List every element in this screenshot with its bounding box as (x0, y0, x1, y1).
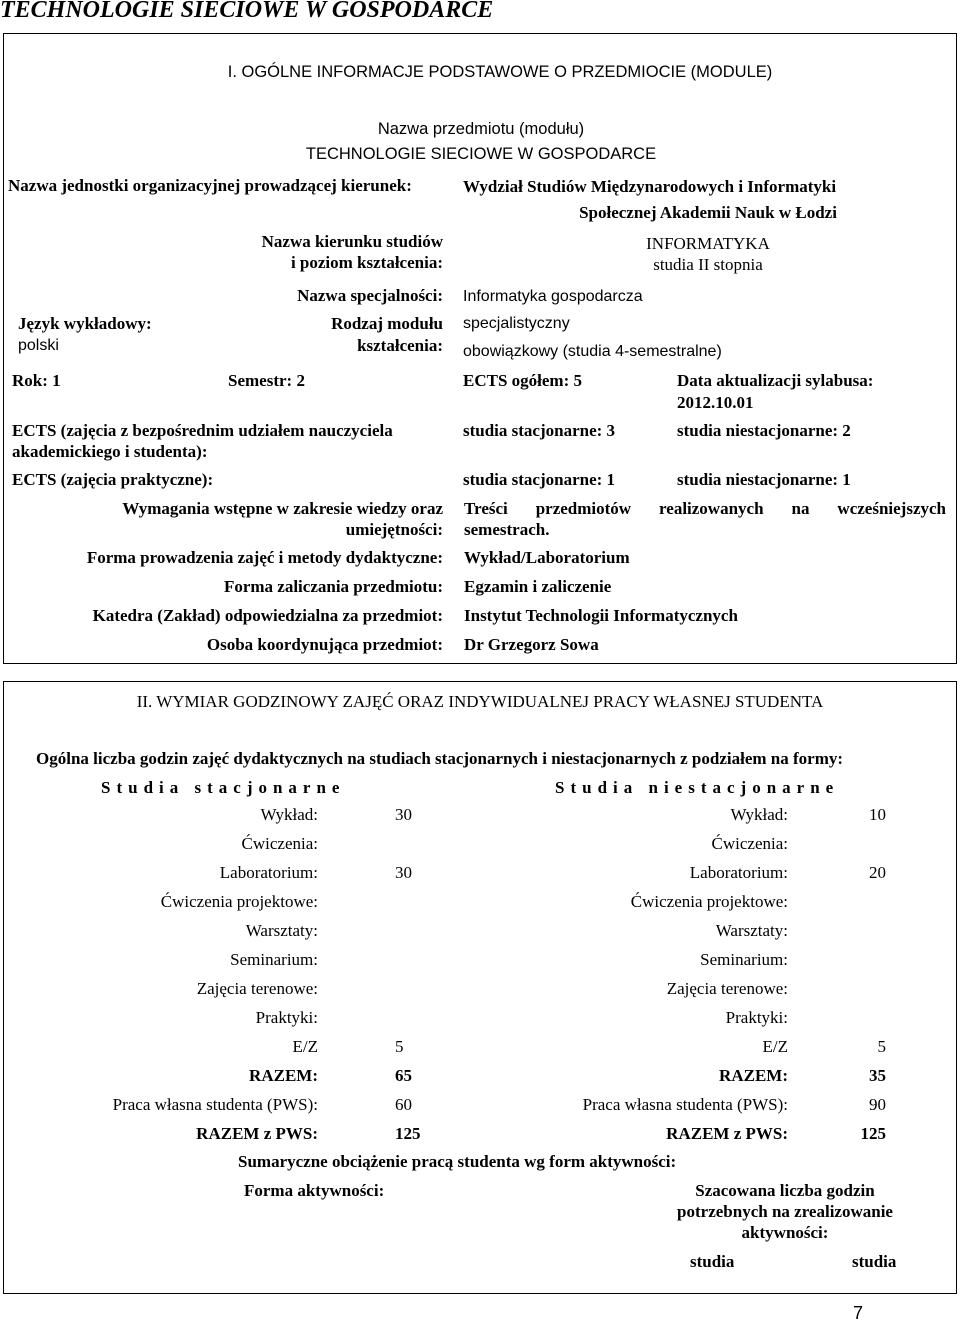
page-number: 7 (853, 1303, 864, 1323)
prerequisites-value-2: semestrach. (464, 520, 550, 539)
coordinator-label: Osoba koordynująca przedmiot: (206, 635, 443, 654)
estimate-label-3: aktywności: (741, 1223, 829, 1242)
field-label-2: i poziom kształcenia: (290, 253, 443, 272)
hours-value-full-time: 30 (395, 863, 412, 882)
unit-value-2: Społecznej Akademii Nauk w Łodzi (579, 203, 837, 222)
ects-practical-full-time: studia stacjonarne: 1 (463, 470, 616, 489)
department-label: Katedra (Zakład) odpowiedzialna za przedmiot: (92, 606, 443, 625)
estimate-label-1: Szacowana liczba godzin (695, 1181, 875, 1200)
ects-contact-full-time: studia stacjonarne: 3 (463, 421, 616, 440)
section2-heading: II. WYMIAR GODZINOWY ZAJĘĆ ORAZ INDYWIDUALNEJ PRACY WŁASNEJ STUDENTA (136, 692, 824, 711)
hours-label-part-time: RAZEM: (719, 1066, 788, 1085)
ects-practical-part-time: studia niestacjonarne: 1 (677, 470, 851, 489)
hours-label-part-time: Praca własna studenta (PWS): (582, 1095, 788, 1114)
module-type-value-2: obowiązkowy (studia 4-semestralne) (463, 343, 722, 360)
hours-value-part-time: 5 (877, 1037, 886, 1056)
teaching-form-label: Forma prowadzenia zajęć i metody dydaktyczne: (86, 548, 443, 567)
hours-label-full-time: RAZEM: (249, 1066, 318, 1085)
credit-form-label: Forma zaliczania przedmiotu: (223, 577, 443, 596)
estimate-col-full-time: studia (690, 1252, 735, 1271)
semester: Semestr: 2 (228, 371, 305, 390)
ects-contact-label-1: ECTS (zajęcia z bezpośrednim udziałem nauczyciela (12, 421, 393, 440)
hours-value-full-time: 60 (395, 1095, 412, 1114)
field-value-2: studia II stopnia (653, 255, 763, 274)
hours-value-full-time: 125 (395, 1124, 421, 1143)
hours-label-full-time: Ćwiczenia projektowe: (160, 892, 318, 911)
hours-value-full-time: 65 (395, 1066, 412, 1085)
hours-label-part-time: Laboratorium: (689, 863, 788, 882)
hours-label-full-time: RAZEM z PWS: (196, 1124, 318, 1143)
hours-label-full-time: Praca własna studenta (PWS): (112, 1095, 318, 1114)
module-type-label-2: kształcenia: (357, 336, 443, 355)
hours-label-full-time: Wykład: (260, 805, 318, 824)
hours-label-part-time: Ćwiczenia: (711, 834, 788, 853)
prerequisites-label-2: umiejętności: (345, 520, 443, 539)
prerequisites-label-1: Wymagania wstępne w zakresie wiedzy oraz (122, 499, 443, 518)
hours-value-part-time: 20 (869, 863, 886, 882)
hours-label-part-time: Ćwiczenia projektowe: (630, 892, 788, 911)
hours-label-part-time: E/Z (762, 1037, 788, 1056)
hours-label-part-time: RAZEM z PWS: (666, 1124, 788, 1143)
part-time-heading: Studia niestacjonarne (555, 778, 840, 797)
hours-value-part-time: 90 (869, 1095, 886, 1114)
unit-label: Nazwa jednostki organizacyjnej prowadzącej kierunek: (8, 176, 412, 195)
field-value-1: INFORMATYKA (646, 234, 770, 253)
hours-label-full-time: E/Z (292, 1037, 318, 1056)
running-title: TECHNOLOGIE SIECIOWE W GOSPODARCE (0, 0, 494, 23)
language-value: polski (18, 337, 59, 354)
hours-label-full-time: Zajęcia terenowe: (196, 979, 318, 998)
activity-form-label: Forma aktywności: (244, 1181, 385, 1200)
hours-value-full-time: 30 (395, 805, 412, 824)
module-type-value-1: specjalistyczny (463, 315, 570, 332)
module-type-label-1: Rodzaj modułu (331, 314, 443, 333)
estimate-label-2: potrzebnych na zrealizowanie (677, 1202, 893, 1221)
language-label: Język wykładowy: (18, 314, 152, 333)
hours-label-full-time: Praktyki: (255, 1008, 318, 1027)
hours-label-part-time: Praktyki: (725, 1008, 788, 1027)
update-value: 2012.10.01 (677, 393, 754, 412)
update-label: Data aktualizacji sylabusa: (677, 371, 874, 390)
subject-value: TECHNOLOGIE SIECIOWE W GOSPODARCE (305, 145, 657, 163)
hours-label-full-time: Ćwiczenia: (241, 834, 318, 853)
hours-value-part-time: 35 (869, 1066, 886, 1085)
hours-value-part-time: 10 (869, 805, 886, 824)
hours-intro: Ogólna liczba godzin zajęć dydaktycznych na studiach stacjonarnych i niestacjonarnych z podziałem na formy: (36, 749, 844, 768)
hours-label-part-time: Zajęcia terenowe: (666, 979, 788, 998)
estimate-col-part-time: studia (852, 1252, 897, 1271)
teaching-form-value: Wykład/Laboratorium (464, 548, 630, 567)
hours-label-full-time: Seminarium: (230, 950, 318, 969)
hours-value-part-time: 125 (860, 1124, 886, 1143)
subject-label: Nazwa przedmiotu (modułu) (377, 120, 585, 138)
hours-label-full-time: Warsztaty: (245, 921, 318, 940)
hours-label-part-time: Seminarium: (700, 950, 788, 969)
ects-contact-label-2: akademickiego i studenta): (12, 442, 208, 461)
year: Rok: 1 (12, 371, 61, 390)
section1-heading: I. OGÓLNE INFORMACJE PODSTAWOWE O PRZEDMIOCIE (MODULE) (227, 63, 773, 81)
department-value: Instytut Technologii Informatycznych (464, 606, 738, 625)
ects-practical-label: ECTS (zajęcia praktyczne): (12, 470, 214, 489)
specialization-value: Informatyka gospodarcza (463, 288, 643, 305)
full-time-heading: Studia stacjonarne (101, 778, 346, 797)
prerequisites-value-1: Treści przedmiotów realizowanych na wcześniejszych (464, 499, 946, 518)
unit-value-1: Wydział Studiów Międzynarodowych i Informatyki (463, 177, 837, 196)
hours-label-part-time: Wykład: (730, 805, 788, 824)
credit-form-value: Egzamin i zaliczenie (464, 577, 612, 596)
field-label-1: Nazwa kierunku studiów (261, 232, 443, 251)
specialization-label: Nazwa specjalności: (297, 286, 443, 305)
coordinator-value: Dr Grzegorz Sowa (464, 635, 599, 654)
summary-heading: Sumaryczne obciążenie pracą studenta wg form aktywności: (238, 1152, 677, 1171)
ects-total: ECTS ogółem: 5 (463, 371, 582, 390)
hours-value-full-time: 5 (395, 1037, 404, 1056)
hours-label-full-time: Laboratorium: (219, 863, 318, 882)
hours-label-part-time: Warsztaty: (715, 921, 788, 940)
ects-contact-part-time: studia niestacjonarne: 2 (677, 421, 851, 440)
